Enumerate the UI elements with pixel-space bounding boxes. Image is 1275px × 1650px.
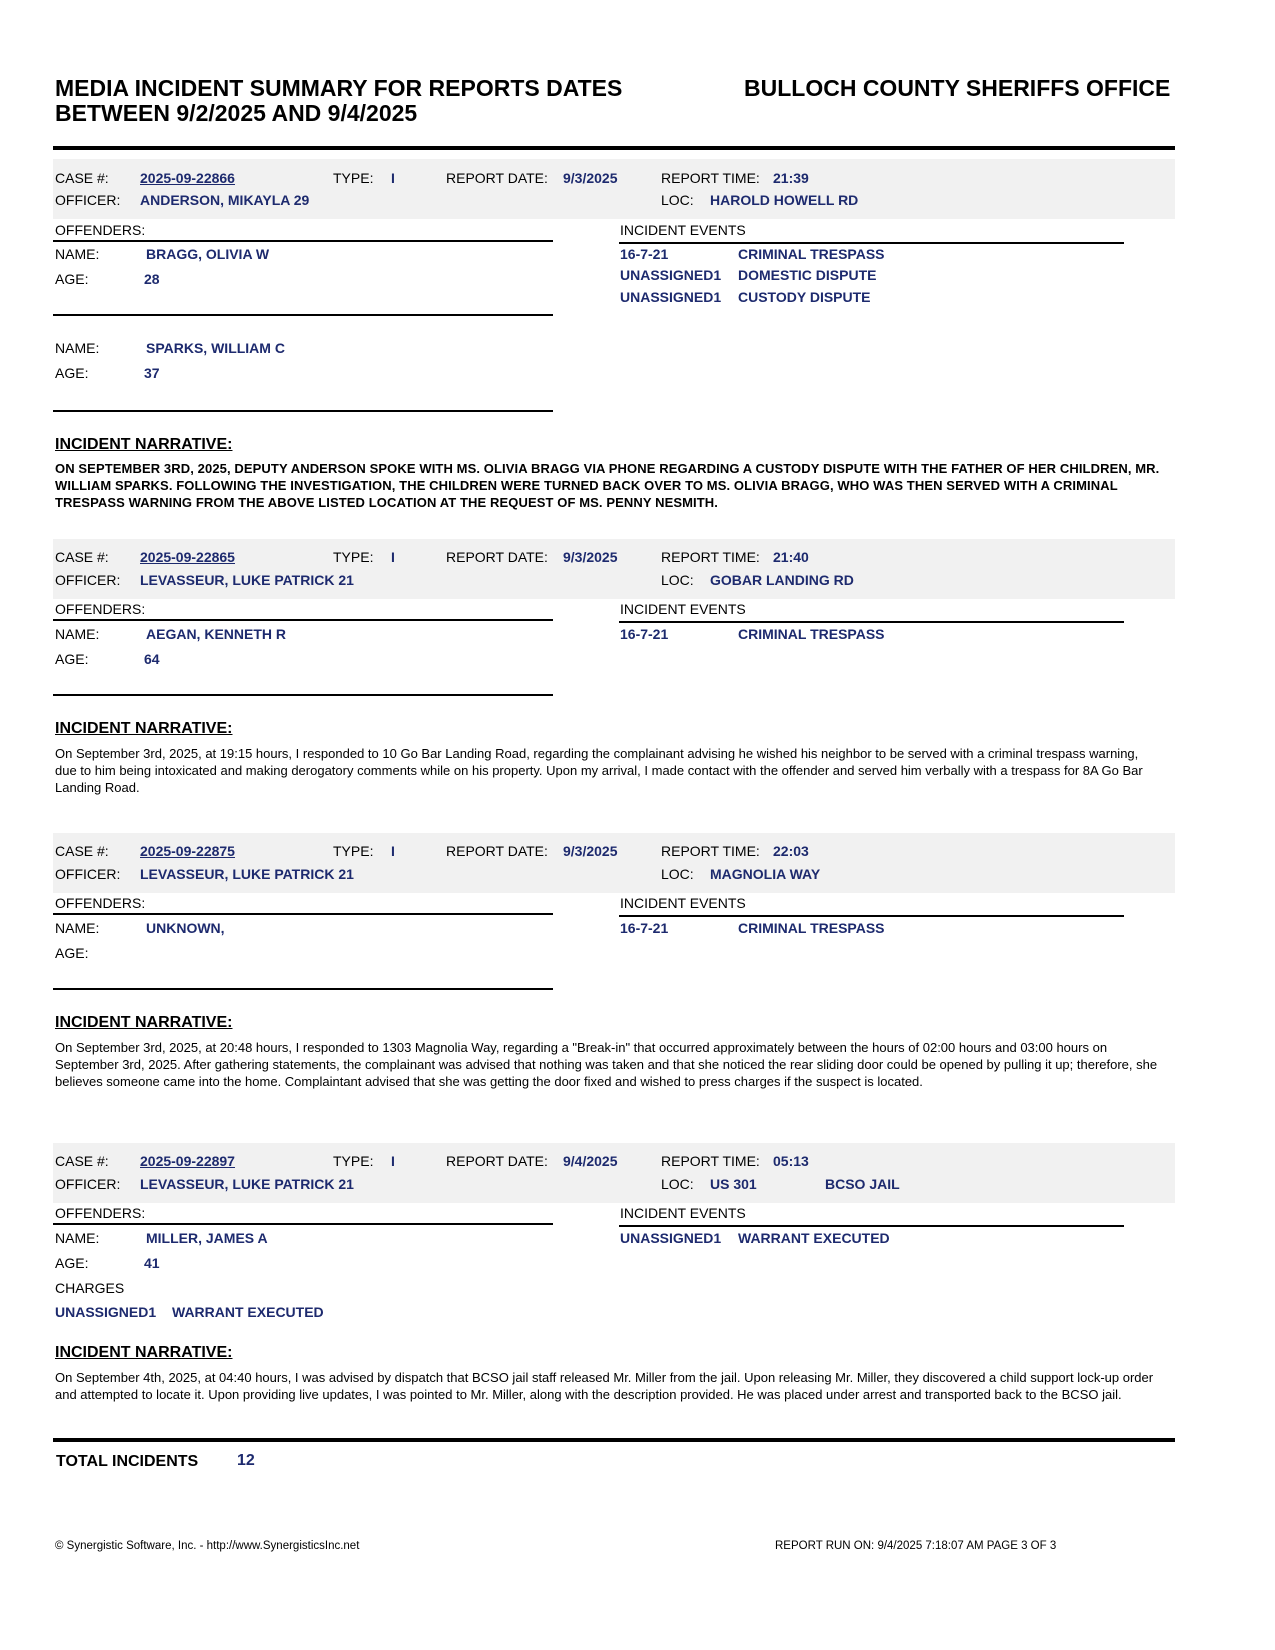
location-value: MAGNOLIA WAY xyxy=(710,866,821,882)
case-header-band xyxy=(53,539,1175,599)
header-divider xyxy=(53,146,1175,150)
offender-age: 37 xyxy=(144,365,160,381)
offender-name: SPARKS, WILLIAM C xyxy=(146,340,285,356)
offender-name-label: NAME: xyxy=(55,246,100,262)
event-description: CRIMINAL TRESPASS xyxy=(738,920,885,936)
narrative-heading: INCIDENT NARRATIVE: xyxy=(55,1014,233,1031)
incident-events-underline xyxy=(619,1225,1124,1227)
case-number-label: CASE #: xyxy=(55,1153,109,1169)
event-description: CRIMINAL TRESPASS xyxy=(738,246,885,262)
offenders-underline xyxy=(53,240,553,242)
event-code: UNASSIGNED1 xyxy=(620,289,722,305)
report-title-line2: BETWEEN 9/2/2025 AND 9/4/2025 xyxy=(55,100,418,126)
incident-events-label: INCIDENT EVENTS xyxy=(620,222,746,238)
report-time-label: REPORT TIME: xyxy=(661,170,760,186)
report-time-value: 21:39 xyxy=(773,170,809,186)
location-label: LOC: xyxy=(661,572,694,588)
officer-label: OFFICER: xyxy=(55,572,121,588)
case-number-label: CASE #: xyxy=(55,170,109,186)
charge-description: WARRANT EXECUTED xyxy=(172,1304,324,1320)
report-date-value: 9/3/2025 xyxy=(563,170,618,186)
type-value: I xyxy=(391,170,395,186)
offender-name: MILLER, JAMES A xyxy=(146,1230,268,1246)
location-value: GOBAR LANDING RD xyxy=(710,572,854,588)
case-number-link[interactable]: 2025-09-22875 xyxy=(140,843,235,859)
case-header-band xyxy=(53,833,1175,893)
report-date-value: 9/3/2025 xyxy=(563,843,618,859)
offender-name-label: NAME: xyxy=(55,340,100,356)
type-label: TYPE: xyxy=(333,1153,374,1169)
type-value: I xyxy=(391,549,395,565)
incident-events-label: INCIDENT EVENTS xyxy=(620,601,746,617)
officer-value: LEVASSEUR, LUKE PATRICK 21 xyxy=(140,866,354,882)
report-date-label: REPORT DATE: xyxy=(446,1153,548,1169)
total-incidents-value: 12 xyxy=(237,1452,255,1469)
case-number-link[interactable]: 2025-09-22865 xyxy=(140,549,235,565)
location-label: LOC: xyxy=(661,866,694,882)
offender-age-label: AGE: xyxy=(55,271,89,287)
narrative-text: ON SEPTEMBER 3RD, 2025, DEPUTY ANDERSON SPOKE WITH MS. OLIVIA BRAGG VIA PHONE REGARDING A CUSTODY DISPUTE WITH THE FATHER OF HER CHILDREN, MR. WILLIAM SPARKS. FOLLOWING THE INVESTIGATION, THE CHILDREN WERE TURNED BACK OVER TO MS. OLIVIA BRAGG, WHO WAS THEN SERVED WITH A CRIMINAL TRESPASS WARNING FROM THE ABOVE LISTED LOCATION AT THE REQUEST OF MS. PENNY NESMITH. xyxy=(55,461,1160,510)
offender-name-label: NAME: xyxy=(55,1230,100,1246)
report-time-label: REPORT TIME: xyxy=(661,843,760,859)
report-date-label: REPORT DATE: xyxy=(446,170,548,186)
offender-age-label: AGE: xyxy=(55,365,89,381)
incident-events-underline xyxy=(619,915,1124,917)
report-time-value: 05:13 xyxy=(773,1153,809,1169)
narrative-text: On September 3rd, 2025, at 20:48 hours, I responded to 1303 Magnolia Way, regarding a "Break-in" that occurred approximately between the hours of 02:00 hours and 03:00 hours on September 3rd, 2025. After gathering statements, the complainant was advised that nothing was taken and that she noticed the rear sliding door could be opened by pulling it up; therefore, she believes someone came into the home. Complaintant advised that she was getting the door fixed and wished to press charges if the suspect is located. xyxy=(55,1040,1158,1089)
incident-events-underline xyxy=(619,621,1124,623)
event-description: WARRANT EXECUTED xyxy=(738,1230,890,1246)
location-value-secondary: BCSO JAIL xyxy=(825,1176,900,1192)
charges-label: CHARGES xyxy=(55,1280,125,1296)
total-incidents-label: TOTAL INCIDENTS xyxy=(56,1453,199,1470)
offenders-label: OFFENDERS: xyxy=(55,895,146,911)
narrative-text: On September 4th, 2025, at 04:40 hours, I was advised by dispatch that BCSO jail staff released Mr. Miller from the jail. Upon releasing Mr. Miller, they discovered a child support lock-up order and attempted to locate it. Upon providing live updates, I was pointed to Mr. Miller, along with the description provided. He was placed under arrest and transported back to the BCSO jail. xyxy=(55,1370,1154,1402)
event-description: DOMESTIC DISPUTE xyxy=(738,267,877,283)
offenders-label: OFFENDERS: xyxy=(55,1205,146,1221)
offender-age-label: AGE: xyxy=(55,1255,89,1271)
footer-copyright: © Synergistic Software, Inc. - http://www.SynergisticsInc.net xyxy=(55,1540,360,1552)
agency-name: BULLOCH COUNTY SHERIFFS OFFICE xyxy=(744,75,1171,101)
type-value: I xyxy=(391,1153,395,1169)
charge-code: UNASSIGNED1 xyxy=(55,1304,157,1320)
report-time-value: 21:40 xyxy=(773,549,809,565)
incident-events-label: INCIDENT EVENTS xyxy=(620,1205,746,1221)
officer-value: LEVASSEUR, LUKE PATRICK 21 xyxy=(140,572,354,588)
narrative-heading: INCIDENT NARRATIVE: xyxy=(55,436,233,453)
offender-age: 64 xyxy=(144,651,160,667)
offenders-underline xyxy=(53,619,553,621)
event-code: UNASSIGNED1 xyxy=(620,267,722,283)
report-title-line1: MEDIA INCIDENT SUMMARY FOR REPORTS DATES xyxy=(55,75,623,101)
offender-name: BRAGG, OLIVIA W xyxy=(146,246,270,262)
offender-divider xyxy=(53,410,553,412)
offender-name-label: NAME: xyxy=(55,626,100,642)
report-title xyxy=(55,76,622,126)
offender-divider xyxy=(53,314,553,316)
offender-divider xyxy=(53,694,553,696)
officer-value: LEVASSEUR, LUKE PATRICK 21 xyxy=(140,1176,354,1192)
type-value: I xyxy=(391,843,395,859)
location-label: LOC: xyxy=(661,1176,694,1192)
case-header-band xyxy=(53,1143,1175,1203)
offender-age: 41 xyxy=(144,1255,160,1271)
offender-name: UNKNOWN, xyxy=(146,920,225,936)
case-number-label: CASE #: xyxy=(55,843,109,859)
offender-age-label: AGE: xyxy=(55,945,89,961)
type-label: TYPE: xyxy=(333,549,374,565)
event-description: CRIMINAL TRESPASS xyxy=(738,626,885,642)
incident-events-underline xyxy=(619,242,1124,244)
event-description: CUSTODY DISPUTE xyxy=(738,289,871,305)
officer-label: OFFICER: xyxy=(55,192,121,208)
event-code: 16-7-21 xyxy=(620,920,669,936)
footer-report-run: REPORT RUN ON: 9/4/2025 7:18:07 AM PAGE 3 OF 3 xyxy=(775,1540,1057,1552)
report-date-value: 9/3/2025 xyxy=(563,549,618,565)
narrative-heading: INCIDENT NARRATIVE: xyxy=(55,1344,233,1361)
offender-age: 28 xyxy=(144,271,160,287)
offender-age-label: AGE: xyxy=(55,651,89,667)
case-header-band xyxy=(53,159,1175,219)
offender-divider xyxy=(53,988,553,990)
event-code: 16-7-21 xyxy=(620,246,669,262)
report-time-label: REPORT TIME: xyxy=(661,1153,760,1169)
total-divider xyxy=(53,1438,1175,1442)
narrative-text: On September 3rd, 2025, at 19:15 hours, I responded to 10 Go Bar Landing Road, regarding the complainant advising he wished his neighbor to be served with a criminal trespass warning, due to him being intoxicated and making derogatory comments while on his property. Upon my arrival, I made contact with the offender and served him verbally with a trespass for 8A Go Bar Landing Road. xyxy=(55,746,1143,795)
report-date-label: REPORT DATE: xyxy=(446,843,548,859)
narrative-heading: INCIDENT NARRATIVE: xyxy=(55,720,233,737)
offender-name: AEGAN, KENNETH R xyxy=(146,626,287,642)
location-label: LOC: xyxy=(661,192,694,208)
offender-name-label: NAME: xyxy=(55,920,100,936)
type-label: TYPE: xyxy=(333,843,374,859)
offenders-underline xyxy=(53,913,553,915)
report-time-label: REPORT TIME: xyxy=(661,549,760,565)
event-code: 16-7-21 xyxy=(620,626,669,642)
event-code: UNASSIGNED1 xyxy=(620,1230,722,1246)
incident-events-label: INCIDENT EVENTS xyxy=(620,895,746,911)
case-number-label: CASE #: xyxy=(55,549,109,565)
report-date-label: REPORT DATE: xyxy=(446,549,548,565)
officer-value: ANDERSON, MIKAYLA 29 xyxy=(140,192,310,208)
offenders-underline xyxy=(53,1223,553,1225)
officer-label: OFFICER: xyxy=(55,866,121,882)
report-date-value: 9/4/2025 xyxy=(563,1153,618,1169)
location-value: HAROLD HOWELL RD xyxy=(710,192,859,208)
case-number-link[interactable]: 2025-09-22897 xyxy=(140,1153,235,1169)
officer-label: OFFICER: xyxy=(55,1176,121,1192)
type-label: TYPE: xyxy=(333,170,374,186)
offenders-label: OFFENDERS: xyxy=(55,601,146,617)
report-time-value: 22:03 xyxy=(773,843,809,859)
location-value: US 301 xyxy=(710,1176,757,1192)
offenders-label: OFFENDERS: xyxy=(55,222,146,238)
case-number-link[interactable]: 2025-09-22866 xyxy=(140,170,235,186)
